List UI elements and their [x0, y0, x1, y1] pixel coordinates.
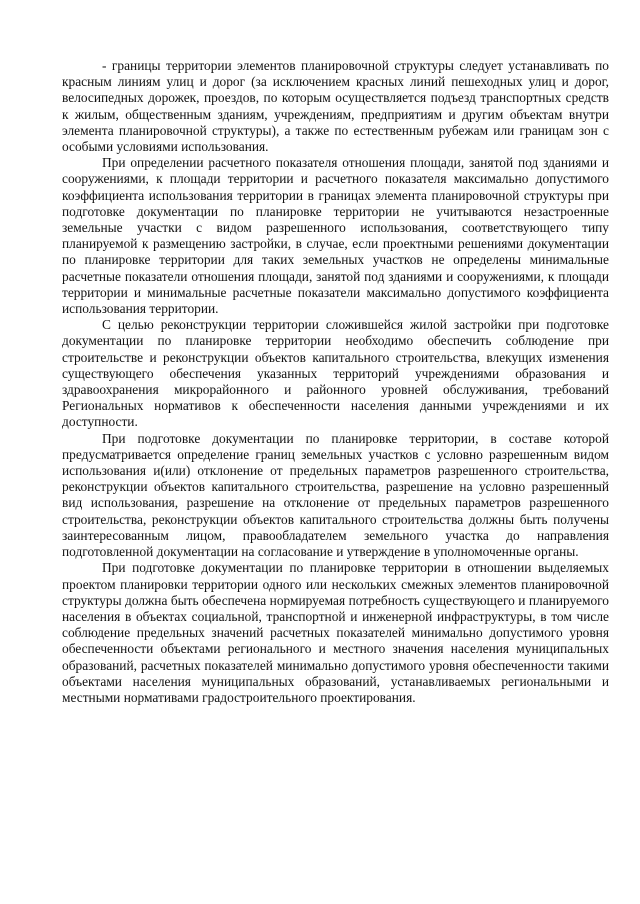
paragraph-permitted-use: При подготовке документации по планировке территории, в составе которой предусматривается определение границ земельных участков с условно разрешенным видом использования и(или) отклонение от предельных параметров разрешенного строительства, реконструкции объектов капитального строительства, разрешение на условно разрешенный вид использования, разрешение на отклонение от предельных параметров разрешенного строительства, реконструкции объектов капитального строительства должны быть получены заинтересованным лицом, правообладателем земельного участка до направления подготовленной документации на согласование и утверждение в уполномоченные органы. — [62, 430, 609, 560]
paragraph-calculated-indicators: При определении расчетного показателя отношения площади, занятой под зданиями и сооружениями, к площади территории и расчетного показателя максимально допустимого коэффициента использования территории в границах элемента планировочной структуры при подготовке документации по планировке территории не учитываются незастроенные земельные участки с видом разрешенного использования, соответствующего типу планируемой к размещению застройки, в случае, если проектными решениями документации по планировке территории для таких земельных участков не определены минимальные расчетные показатели отношения площади, занятой под зданиями и сооружениями, к площади территории и минимальные расчетные показатели максимально допустимого коэффициента использования территории. — [62, 155, 609, 317]
paragraph-infrastructure-needs: При подготовке документации по планировке территории в отношении выделяемых проектом планировки территории одного или нескольких смежных элементов планировочной структуры должна быть обеспечена нормируемая потребность существующего и планируемого населения в объектах социальной, транспортной и инженерной инфраструктуры, в том числе соблюдение предельных значений расчетных показателей минимально допустимого уровня обеспеченности объектами регионального и местного значения населения муниципальных образований, расчетных показателей минимально допустимого уровня обеспеченности такими объектами населения муниципальных образований, устанавливаемых региональными и местными нормативами градостроительного проектирования. — [62, 560, 609, 705]
paragraph-territory-boundaries: - границы территории элементов планировочной структуры следует устанавливать по красным линиям улиц и дорог (за исключением красных линий пешеходных улиц и дорог, велосипедных дорожек, проездов, по которым осуществляется подъезд транспортных средств к жилым, общественным зданиям, учреждениям, предприятиям и другим объектам внутри элемента планировочной структуры), а также по естественным рубежам или границам зон с особыми условиями использования. — [62, 58, 609, 155]
paragraph-reconstruction: С целью реконструкции территории сложившейся жилой застройки при подготовке документации по планировке территории необходимо обеспечить соблюдение при строительстве и реконструкции объектов капитального строительства, влекущих изменения существующего обеспечения указанных территорий учреждениями образования и здравоохранения микрорайонного и районного уровней обслуживания, требований Региональных нормативов к обеспеченности населения данными учреждениями и их доступности. — [62, 317, 609, 430]
document-page — [62, 58, 609, 706]
